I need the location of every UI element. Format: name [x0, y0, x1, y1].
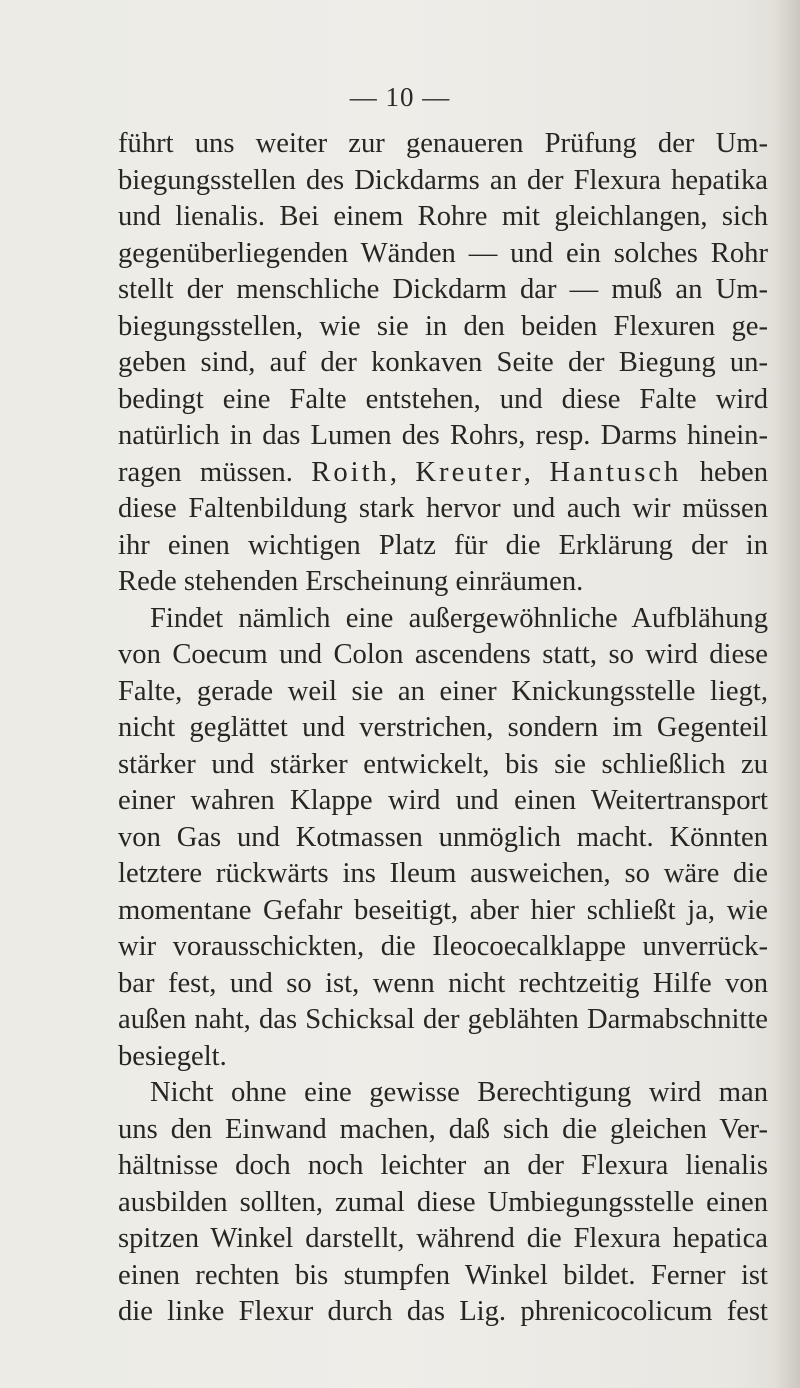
text-line: einer wahren Klappe wird und einen Weitertransport [118, 785, 768, 816]
text-line: spitzen Winkel darstellt, während die Flexura hepatica [118, 1223, 768, 1254]
text-fragment: ragen müssen. [118, 456, 293, 488]
text-line: stellt der menschliche Dickdarm dar — muß an Um- [118, 274, 768, 305]
separator: , [523, 456, 531, 488]
text-line: Findet nämlich eine außergewöhnliche Aufblähung [150, 602, 768, 634]
page-number: — 10 — [349, 82, 451, 112]
text-line: Nicht ohne eine gewisse Berechtigung wird man [150, 1077, 768, 1108]
text-line: biegungsstellen, wie sie in den beiden Flexuren ge- [118, 310, 768, 342]
text-line: die linke Flexur durch das Lig. phrenicocolicum fest [118, 1296, 768, 1327]
text-line: gegenüberliegenden Wänden — und ein solches Rohr [118, 237, 768, 269]
body-text [118, 126, 768, 1331]
text-line: bar fest, und so ist, wenn nicht rechtzeitig Hilfe von [118, 967, 768, 999]
text-line: einen rechten bis stumpfen Winkel bildet. Ferner ist [118, 1259, 768, 1291]
text-line: wir vorausschickten, die Ileocoecalklappe unverrück- [118, 931, 768, 962]
text-line: nicht geglättet und verstrichen, sondern im Gegenteil [118, 712, 768, 743]
text-line-names [118, 455, 768, 492]
text-line: besiegelt. [118, 1040, 227, 1072]
text-line: Falte, gerade weil sie an einer Knickungsstelle liegt, [118, 675, 768, 707]
author-name-hantusch: Hantusch [549, 456, 682, 488]
text-line: von Gas und Kotmassen unmöglich macht. Könnten [118, 821, 768, 853]
text-line: von Coecum und Colon ascendens statt, so wird diese [118, 639, 768, 670]
text-line: ausbilden sollten, zumal diese Umbiegungsstelle einen [118, 1186, 768, 1218]
text-line: natürlich in das Lumen des Rohrs, resp. Darms hinein- [118, 420, 768, 451]
page-edge-shadow [774, 0, 800, 1388]
text-line: biegungsstellen des Dickdarms an der Flexura hepatika [118, 164, 768, 196]
text-line: Rede stehenden Erscheinung einräumen. [118, 566, 584, 597]
text-line: bedingt eine Falte entstehen, und diese Falte wird [118, 383, 768, 415]
text-line: diese Faltenbildung stark hervor und auch wir müssen [118, 493, 768, 524]
text-fragment: heben [699, 456, 769, 488]
text-line: führt uns weiter zur genaueren Prüfung der Um- [118, 128, 768, 159]
text-line: hältnisse doch noch leichter an der Flexura lienalis [118, 1150, 768, 1181]
text-line: momentane Gefahr beseitigt, aber hier schließt ja, wie [118, 894, 768, 926]
text-line: und lienalis. Bei einem Rohre mit gleichlangen, sich [118, 201, 768, 232]
text-line: stärker und stärker entwickelt, bis sie schließlich zu [118, 748, 768, 780]
text-line: ihr einen wichtigen Platz für die Erklärung der in [118, 529, 768, 561]
author-name-kreuter: Kreuter [415, 456, 524, 488]
text-line: geben sind, auf der konkaven Seite der Biegung un- [118, 347, 768, 378]
separator: , [389, 456, 397, 488]
text-line: letztere rückwärts ins Ileum ausweichen, so wäre die [118, 858, 768, 889]
text-line: uns den Einwand machen, daß sich die gleichen Ver- [118, 1113, 768, 1145]
text-line: außen naht, das Schicksal der geblähten Darmabschnitte [118, 1004, 768, 1035]
author-name-roith: Roith [311, 456, 390, 488]
